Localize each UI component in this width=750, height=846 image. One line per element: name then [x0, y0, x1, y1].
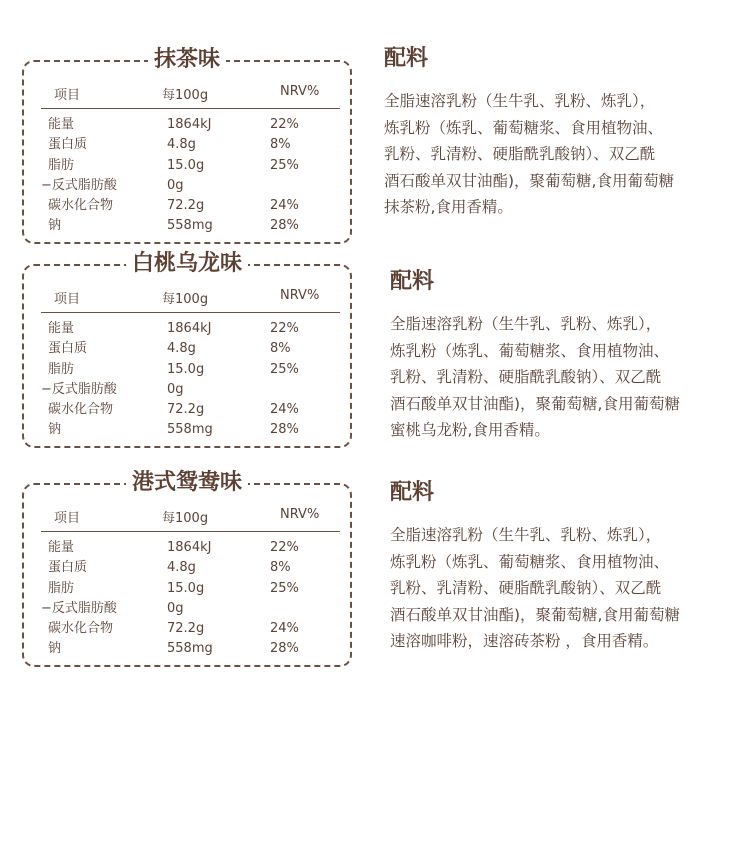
nutrient-value: 1864kJ: [167, 117, 212, 132]
ingredients-line: 炼乳粉（炼乳、葡萄糖浆、食用植物油、: [390, 552, 670, 571]
nutrient-name: 蛋白质: [48, 341, 88, 357]
header-item: 项目: [54, 88, 81, 103]
ingredients-line: 乳粉、乳清粉、硬脂酰乳酸钠）、双乙酰: [384, 145, 656, 163]
ingredients-title: 配料: [390, 269, 435, 294]
nutrition-table-body: [24, 539, 350, 661]
ingredients-line: 炼乳粉（炼乳、葡萄糖浆、食用植物油、: [390, 341, 670, 360]
nutrient-value: 0g: [167, 381, 184, 397]
ingredients-line: 蜜桃乌龙粉,食用香精。: [390, 421, 550, 439]
nutrient-name: 脂肪: [48, 361, 75, 377]
ingredients-line: 炼乳粉（炼乳、葡萄糖浆、食用植物油、: [384, 118, 664, 137]
table-row: [24, 580, 350, 600]
nutrient-value: 0g: [167, 600, 184, 616]
flavor-title: 港式鸳鸯味: [126, 468, 248, 498]
ingredients-block-peach-oolong: [390, 267, 742, 444]
header-per100g: 每100g: [162, 88, 209, 103]
nutrient-nrv: 28%: [270, 422, 299, 438]
flavor-title: 抹茶味: [148, 45, 226, 75]
nutrient-value: 1864kJ: [167, 321, 212, 336]
ingredients-text: [390, 311, 742, 444]
nutrition-table-body: [24, 116, 350, 238]
table-row: [24, 340, 350, 360]
nutrient-value: 558mg: [167, 218, 213, 234]
nutrient-name: 蛋白质: [48, 137, 88, 153]
ingredients-line: 酒石酸单双甘油酯)，聚葡萄糖,食用葡萄糖: [384, 171, 674, 190]
table-row: [24, 217, 350, 237]
ingredients-line: 全脂速溶乳粉（生牛乳、乳粉、炼乳），: [390, 526, 662, 544]
ingredients-title: 配料: [390, 480, 435, 505]
nutrient-value: 1864kJ: [167, 540, 212, 555]
nutrient-name: 能量: [48, 540, 75, 555]
nutrient-nrv: 28%: [270, 218, 299, 234]
nutrient-value: 4.8g: [167, 341, 196, 357]
table-row: [24, 559, 350, 579]
nutrient-name: 脂肪: [48, 580, 75, 596]
header-item: 项目: [54, 292, 81, 307]
header-per100g: 每100g: [162, 292, 209, 307]
nutrition-table-header: [41, 288, 340, 313]
nutrient-value: 4.8g: [167, 137, 196, 153]
table-row: [24, 197, 350, 217]
nutrient-name: −反式脂肪酸: [41, 381, 117, 397]
table-row: [24, 157, 350, 177]
table-row: [24, 539, 350, 559]
table-row: [24, 421, 350, 441]
nutrient-nrv: 24%: [270, 402, 299, 418]
nutrient-name: 钠: [48, 422, 62, 438]
nutrition-table-body: [24, 320, 350, 442]
table-row: [24, 620, 350, 640]
ingredients-block-hk-yuanyang: [390, 478, 742, 655]
nutrient-nrv: 25%: [270, 157, 299, 173]
nutrient-value: 72.2g: [167, 621, 205, 637]
ingredients-line: 速溶咖啡粉，速溶砖茶粉 ，食用香精。: [390, 632, 659, 650]
nutrient-name: 碳水化合物: [48, 621, 114, 637]
nutrient-name: −反式脂肪酸: [41, 177, 117, 193]
header-per100g: 每100g: [162, 511, 209, 526]
ingredients-text: [384, 88, 736, 221]
flavor-title: 白桃乌龙味: [126, 249, 248, 279]
table-row: [24, 401, 350, 421]
table-row: [24, 361, 350, 381]
nutrient-nrv: 22%: [270, 540, 299, 555]
nutrient-value: 15.0g: [167, 580, 205, 596]
nutrition-table-header: [41, 507, 340, 532]
nutrient-nrv: 24%: [270, 198, 299, 214]
nutrient-nrv: 22%: [270, 321, 299, 336]
ingredients-line: 酒石酸单双甘油酯)，聚葡萄糖,食用葡萄糖: [390, 394, 680, 413]
nutrient-name: 脂肪: [48, 157, 75, 173]
nutrient-value: 15.0g: [167, 157, 205, 173]
table-row: [24, 320, 350, 340]
ingredients-line: 抹茶粉,食用香精。: [384, 198, 513, 216]
header-item: 项目: [54, 511, 81, 526]
nutrient-nrv: 22%: [270, 117, 299, 132]
table-row: [24, 600, 350, 620]
nutrient-nrv: 28%: [270, 641, 299, 657]
nutrient-value: 15.0g: [167, 361, 205, 377]
nutrient-name: 能量: [48, 321, 75, 336]
nutrient-name: 碳水化合物: [48, 402, 114, 418]
nutrient-value: 72.2g: [167, 198, 205, 214]
nutrient-name: 能量: [48, 117, 75, 132]
nutrient-name: −反式脂肪酸: [41, 600, 117, 616]
table-row: [24, 381, 350, 401]
ingredients-line: 全脂速溶乳粉（生牛乳、乳粉、炼乳），: [390, 315, 662, 333]
header-nrv: NRV%: [280, 84, 320, 99]
nutrient-nrv: 25%: [270, 580, 299, 596]
ingredients-title: 配料: [384, 46, 429, 71]
ingredients-text: [390, 522, 742, 655]
nutrient-nrv: 8%: [270, 341, 291, 357]
table-row: [24, 177, 350, 197]
nutrient-value: 4.8g: [167, 560, 196, 576]
nutrient-name: 碳水化合物: [48, 198, 114, 214]
nutrient-nrv: 25%: [270, 361, 299, 377]
nutrition-panel-peach-oolong: [22, 251, 352, 448]
table-row: [24, 136, 350, 156]
nutrient-value: 0g: [167, 177, 184, 193]
nutrient-name: 蛋白质: [48, 560, 88, 576]
ingredients-block-matcha: [384, 44, 736, 221]
nutrition-panel-matcha: [22, 47, 352, 244]
nutrient-value: 558mg: [167, 422, 213, 438]
nutrient-nrv: 8%: [270, 560, 291, 576]
nutrient-name: 钠: [48, 218, 62, 234]
ingredients-line: 酒石酸单双甘油酯)，聚葡萄糖,食用葡萄糖: [390, 605, 680, 624]
table-row: [24, 116, 350, 136]
ingredients-line: 乳粉、乳清粉、硬脂酰乳酸钠）、双乙酰: [390, 368, 662, 386]
header-nrv: NRV%: [280, 288, 320, 303]
nutrient-value: 558mg: [167, 641, 213, 657]
ingredients-line: 全脂速溶乳粉（生牛乳、乳粉、炼乳），: [384, 92, 656, 110]
table-row: [24, 640, 350, 660]
nutrient-nrv: 8%: [270, 137, 291, 153]
nutrition-table-header: [41, 84, 340, 109]
ingredients-line: 乳粉、乳清粉、硬脂酰乳酸钠）、双乙酰: [390, 579, 662, 597]
nutrient-nrv: 24%: [270, 621, 299, 637]
nutrient-name: 钠: [48, 641, 62, 657]
nutrient-value: 72.2g: [167, 402, 205, 418]
header-nrv: NRV%: [280, 507, 320, 522]
nutrition-panel-hk-yuanyang: [22, 470, 352, 667]
